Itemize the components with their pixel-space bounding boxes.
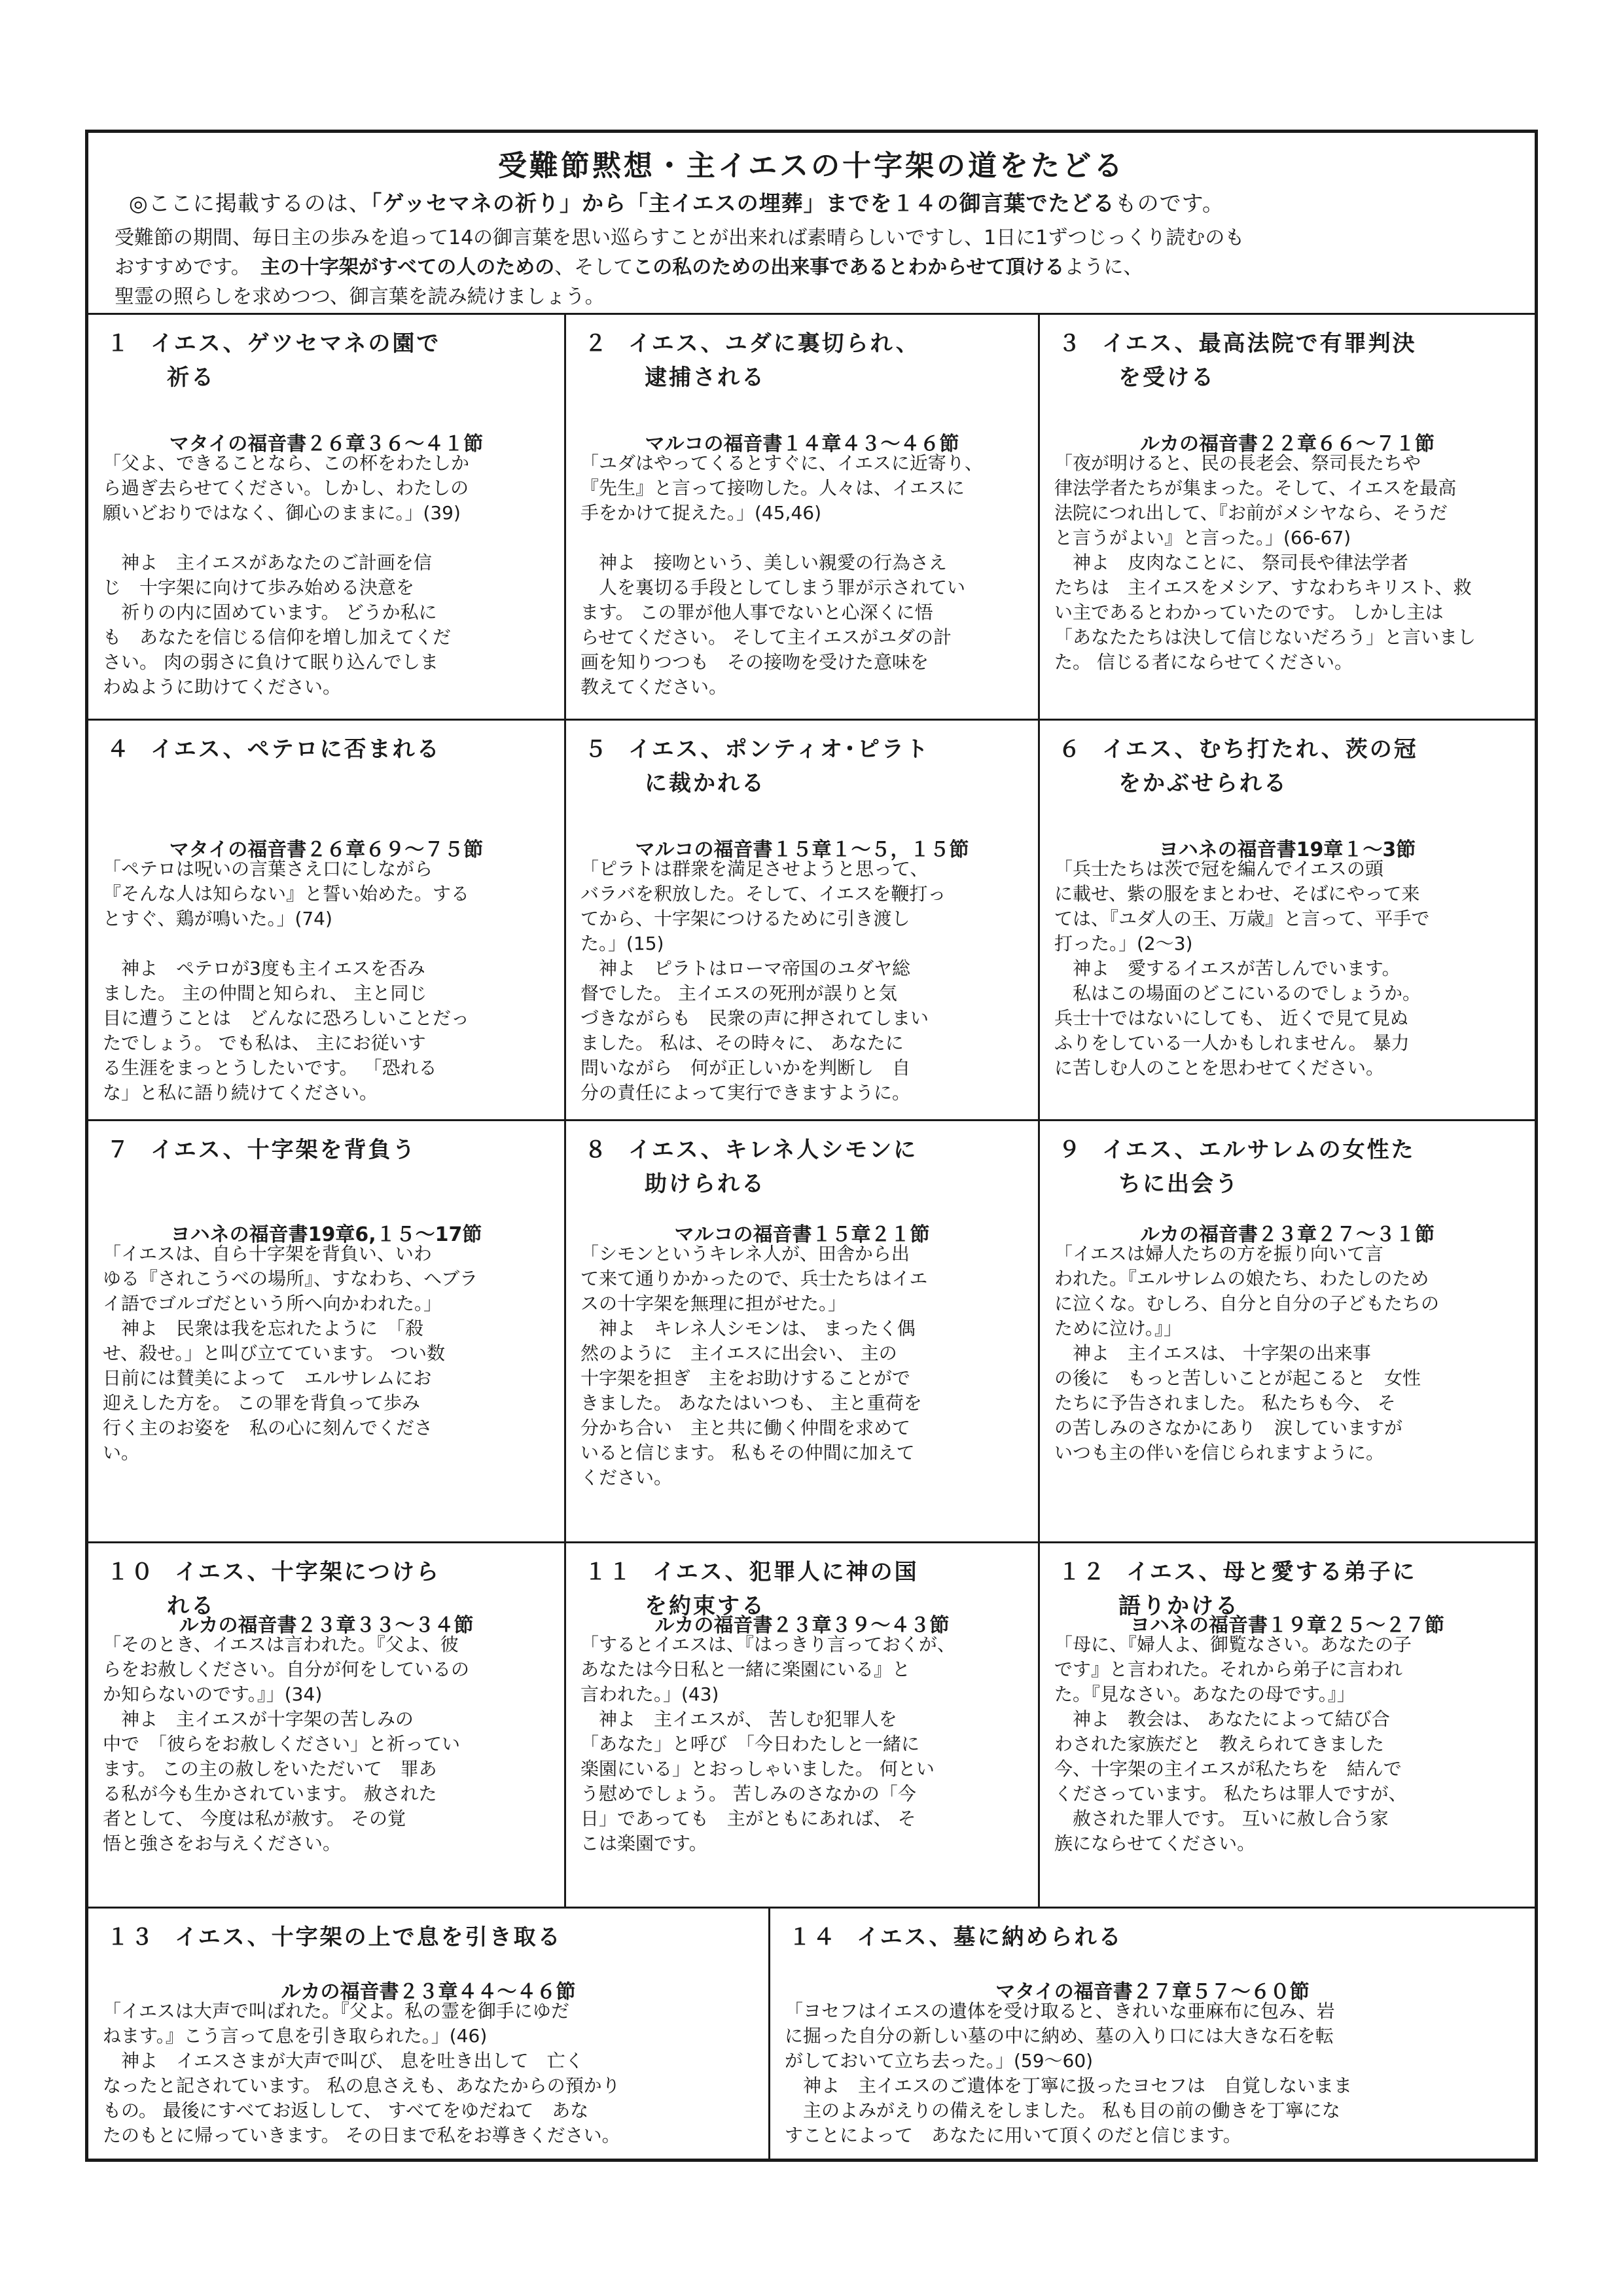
text-line: あなたは今日私と一緒に楽園にいる』と: [580, 1659, 911, 1680]
text-line: か知らないのです。』」(34): [103, 1683, 323, 1705]
station-text: [580, 857, 1029, 1105]
intro-emphasis: この私のための出来事であるとわからせて頂ける: [633, 256, 1065, 279]
station-title: イエス、十字架につけら: [175, 1559, 440, 1585]
text-line: せ、殺せ。」と叫び立てています。 つい数: [103, 1342, 445, 1364]
station-text: [1054, 1242, 1525, 1465]
text-line: 行く主のお姿を 私の心に刻んでくださ: [103, 1417, 433, 1439]
text-line: 神よ 主イエスは、 十字架の出来事: [1054, 1342, 1371, 1364]
station-title: イエス、エルサレムの女性た: [1102, 1137, 1416, 1163]
station-number: １４: [789, 1924, 837, 1950]
station-heading: [584, 327, 920, 395]
text-line: てから、十字架につけるために引き渡し: [580, 908, 910, 929]
text-line: 迎えした方を。 この罪を背負って歩み: [103, 1392, 420, 1414]
station-text: [103, 1632, 555, 1856]
station-title-cont: れる: [167, 1593, 215, 1619]
text-line: 「するとイエスは、『はっきり言っておくが、: [580, 1634, 955, 1655]
text-line: に載せ、紫の服をまとわせ、そばにやって来: [1054, 883, 1420, 905]
text-line: る私が今も生かされています。 赦された: [103, 1783, 437, 1804]
station-title: イエス、母と愛する弟子に: [1126, 1559, 1417, 1585]
text-line: に掘った自分の新しい墓の中に納め、墓の入り口には大きな石を転: [785, 2025, 1334, 2047]
station-cell: [88, 1543, 566, 1909]
text-line: [103, 931, 555, 956]
text-line: わぬように助けてください。: [103, 676, 342, 698]
text-line: 悟と強さをお与えください。: [103, 1833, 342, 1854]
station-heading: [584, 732, 930, 800]
station-heading: [1058, 327, 1417, 395]
station-text: [103, 1242, 555, 1465]
text-line: た。 信じる者にならせてください。: [1054, 651, 1353, 673]
text-line: と言うがよい』と言った。」(66-67): [1054, 527, 1351, 548]
text-line: 打った。」(2～3): [1054, 933, 1193, 954]
text-line: た。」(15): [580, 933, 664, 954]
station-number: ８: [584, 1137, 609, 1163]
station-cell: [1040, 1543, 1535, 1909]
station-cell: [88, 1121, 566, 1543]
text-line: づきながらも 民衆の声に押されてしまい: [580, 1007, 929, 1029]
station-number: ２: [584, 331, 609, 357]
text-line: に泣くな。むしろ、自分と自分の子どもたちの: [1054, 1293, 1440, 1314]
station-title-cont: 逮捕される: [645, 365, 766, 391]
station-title: イエス、十字架の上で息を引き取る: [175, 1924, 562, 1950]
scripture-reference: マルコの福音書１５章１～５，１５節: [635, 838, 969, 861]
text-line: とすぐ、鶏が鳴いた。」(74): [103, 908, 332, 929]
meditation-sheet: [85, 130, 1538, 2162]
station-title: イエス、ペテロに否まれる: [151, 736, 441, 762]
text-line: 「ピラトは群衆を満足させようと思って、: [580, 858, 929, 880]
intro-text: ◎ここに掲載するのは、: [129, 190, 371, 216]
text-line: い主であるとわかっていたのです。 しかし主は: [1054, 601, 1444, 623]
text-line: た。『見なさい。あなたの母です。』」: [1054, 1683, 1355, 1705]
text-line: 神よ ピラトはローマ帝国のユダヤ総: [580, 958, 911, 979]
text-line: じ 十字架に向けて歩み始める決意を: [103, 577, 415, 598]
station-title: イエス、むち打たれ、茨の冠: [1102, 736, 1418, 762]
text-line: 「母に、『婦人よ、御覧なさい。あなたの子: [1054, 1634, 1412, 1655]
station-text: [103, 451, 555, 700]
station-text: [103, 1999, 759, 2148]
text-line: 神よ 主イエスのご遺体を丁寧に扱ったヨセフは 自覚しないまま: [785, 2075, 1352, 2096]
station-title: イエス、最高法院で有罪判決: [1102, 331, 1417, 357]
text-line: 「そのとき、イエスは言われた。『父よ、彼: [103, 1634, 459, 1655]
text-line: 主のよみがえりの備えをしました。 私も目の前の働きを丁寧にな: [785, 2100, 1340, 2121]
station-heading: [1058, 732, 1418, 800]
text-line: 私はこの場面のどこにいるのでしょうか。: [1054, 982, 1421, 1004]
station-title: イエス、十字架を背負う: [151, 1137, 417, 1163]
text-line: バラバを釈放した。そして、イエスを鞭打っ: [580, 883, 946, 905]
station-number: １３: [107, 1924, 155, 1950]
text-line: 分の責任によって実行できますように。: [580, 1082, 911, 1103]
station-cell: [566, 1543, 1040, 1909]
text-line: 神よ ペテロが3度も主イエスを否み: [103, 958, 425, 979]
text-line: 中で 「彼らをお赦しください」と祈ってい: [103, 1733, 461, 1755]
scripture-reference: マルコの福音書１４章４３～４６節: [645, 433, 959, 456]
text-line: もの。 最後にすべてお返しして、 すべてをゆだねて あな: [103, 2100, 589, 2121]
page-title: 受難節黙想・主イエスの十字架の道をたどる: [497, 149, 1126, 183]
station-heading: [107, 327, 440, 395]
text-line: らをお赦しください。自分が何をしているの: [103, 1659, 470, 1680]
station-number: ７: [107, 1137, 131, 1163]
text-line: 法院につれ出して、『お前がメシヤなら、そうだ: [1054, 502, 1448, 524]
text-line: 手をかけて捉えた。」(45,46): [580, 502, 822, 524]
text-line: 「ペテロは呪いの言葉さえ口にしながら: [103, 858, 433, 880]
scripture-reference: ルカの福音書２３章２７～３１節: [1140, 1223, 1435, 1246]
scripture-reference: マタイの福音書２６章６９～７５節: [169, 838, 484, 861]
text-line: 族にならせてください。: [1054, 1833, 1256, 1854]
text-line: [103, 526, 555, 550]
scripture-reference: ヨハネの福音書19章6,１５～17節: [170, 1223, 482, 1246]
scripture-reference: マタイの福音書２７章５７～６０節: [995, 1981, 1310, 2003]
text-line: 楽園にいる」とおっしゃいました。 何とい: [580, 1758, 935, 1780]
text-line: がしておいて立ち去った。」(59～60): [785, 2050, 1094, 2072]
text-line: ふりをしている一人かもしれません。 暴力: [1054, 1032, 1410, 1054]
station-number: １２: [1058, 1559, 1107, 1585]
station-title: イエス、犯罪人に神の国: [652, 1559, 919, 1585]
text-line: ます。 この罪が他人事でないと心深くに悟: [580, 601, 933, 623]
text-line: 兵士十ではないにしても、 近くで見て見ぬ: [1054, 1007, 1408, 1029]
text-line: 神よ 接吻という、美しい親愛の行為さえ: [580, 552, 948, 573]
text-line: ください。: [580, 1467, 673, 1488]
intro-line-4: 聖霊の照らしを求めつつ、御言葉を読み続けましょう。: [115, 285, 605, 308]
station-heading: [1058, 1133, 1416, 1201]
scripture-reference: ヨハネの福音書１９章２５～２７節: [1130, 1614, 1444, 1637]
text-line: ました。 主の仲間と知られ、 主と同じ: [103, 982, 427, 1004]
intro-text: おすすめです。: [115, 256, 260, 279]
text-line: 人を裏切る手段としてしまう罪が示されてい: [580, 577, 966, 598]
text-line: に苦しむ人のことを思わせてください。: [1054, 1057, 1385, 1079]
text-line: なったと記されています。 私の息さえも、あなたからの預かり: [103, 2075, 620, 2096]
intro-text: 、そして: [554, 256, 633, 279]
text-line: 「イエスは大声で叫ばれた。『父よ。私の霊を御手にゆだ: [103, 2000, 569, 2022]
text-line: 「シモンというキレネ人が、田舎から出: [580, 1243, 910, 1265]
text-line: る生涯をまっとうしたいです。 「恐れる: [103, 1057, 437, 1079]
station-title: イエス、キレネ人シモンに: [628, 1137, 918, 1163]
text-line: 「あなた」と呼び 「今日わたしと一緒に: [580, 1733, 920, 1755]
header: [88, 133, 1535, 315]
station-number: １: [107, 331, 131, 357]
text-line: 「ユダはやってくるとすぐに、イエスに近寄り、: [580, 452, 983, 474]
text-line: たちに予告されました。 私たちも今、 そ: [1054, 1392, 1396, 1414]
text-line: 『先生』と言って接吻した。人々は、イエスに: [580, 477, 965, 499]
station-text: [1054, 857, 1525, 1081]
station-number: １０: [107, 1559, 155, 1585]
station-cell: [1040, 1121, 1535, 1543]
text-line: きました。 あなたはいつも、 主と重荷を: [580, 1392, 922, 1414]
station-cell: [1040, 315, 1535, 721]
station-cell: [770, 1909, 1535, 2162]
station-title-cont: を約束する: [645, 1593, 766, 1619]
text-line: わされた家族だと 教えられてきました: [1054, 1733, 1385, 1755]
station-text: [580, 1242, 1029, 1490]
text-line: 日前には賛美によって エルサレムにお: [103, 1367, 432, 1389]
text-line: らせてください。 そして主イエスがユダの計: [580, 626, 952, 648]
scripture-reference: ルカの福音書２３章４４～４６節: [281, 1981, 576, 2003]
text-line: です』と言われた。それから弟子に言われ: [1054, 1659, 1403, 1680]
text-line: 画を知りつつも その接吻を受けた意味を: [580, 651, 929, 673]
intro-line-2: 受難節の期間、毎日主の歩みを追って14の御言葉を思い巡らすことが出来れば素晴らしいですし、1日に1ずつじっくり読むのも: [115, 226, 1245, 249]
text-line: 神よ 主イエスがあなたのご計画を信: [103, 552, 432, 573]
station-heading: [789, 1920, 1123, 1954]
text-line: 今、十字架の主イエスが私たちを 結んで: [1054, 1758, 1402, 1780]
text-line: な」と私に語り続けてください。: [103, 1082, 378, 1103]
text-line: 神よ 皮肉なことに、 祭司長や律法学者: [1054, 552, 1408, 573]
station-heading: [107, 1133, 417, 1167]
text-line: も あなたを信じる信仰を増し加えてくだ: [103, 626, 452, 648]
station-number: ６: [1058, 736, 1082, 762]
intro-text: ものです。: [1115, 190, 1225, 216]
text-line: たのもとに帰っていきます。 その日まで私をお導きください。: [103, 2125, 620, 2146]
text-line: て来て通りかかったので、兵士たちはイエ: [580, 1268, 928, 1289]
text-line: 十字架を担ぎ 主をお助けすることがで: [580, 1367, 911, 1389]
station-title-cont: ちに出会う: [1118, 1171, 1240, 1197]
text-line: 「イエスは婦人たちの方を振り向いて言: [1054, 1243, 1383, 1265]
station-text: [1054, 451, 1525, 675]
station-number: ９: [1058, 1137, 1082, 1163]
text-line: 神よ キレネ人シモンは、 まったく偶: [580, 1318, 916, 1339]
station-title-cont: 祈る: [167, 365, 215, 391]
station-text: [580, 451, 1029, 700]
station-title: イエス、ユダに裏切られ、: [628, 331, 920, 357]
text-line: い。: [103, 1442, 140, 1463]
text-line: ました。 私は、その時々に、 あなたに: [580, 1032, 904, 1054]
scripture-reference: ルカの福音書２３章３３～３４節: [179, 1614, 474, 1637]
station-heading: [107, 732, 441, 766]
text-line: たでしょう。 でも私は、 主にお従いす: [103, 1032, 426, 1054]
station-text: [1054, 1632, 1525, 1856]
station-title: イエス、ポンティオ･ピラト: [628, 736, 930, 762]
text-line: イ語でゴルゴだという所へ向かわれた。」: [103, 1293, 442, 1314]
text-line: 神よ 主イエスが、 苦しむ犯罪人を: [580, 1708, 897, 1730]
text-line: 然のように 主イエスに出会い、 主の: [580, 1342, 897, 1364]
text-line: いつも主の伴いを信じられますように。: [1054, 1442, 1385, 1463]
text-line: ゆる『されこうべの場所』、すなわち、ヘブラ: [103, 1268, 478, 1289]
text-line: 「兵士たちは茨で冠を編んでイエスの頭: [1054, 858, 1383, 880]
text-line: 律法学者たちが集まった。そして、イエスを最高: [1054, 477, 1457, 499]
text-line: 神よ 愛するイエスが苦しんでいます。: [1054, 958, 1400, 979]
station-number: ３: [1058, 331, 1082, 357]
station-cell: [1040, 721, 1535, 1121]
station-number: ５: [584, 736, 609, 762]
text-line: 「父よ、できることなら、この杯をわたしか: [103, 452, 470, 474]
text-line: 神よ イエスさまが大声で叫び、 息を吐き出して 亡く: [103, 2050, 584, 2072]
station-text: [580, 1632, 1029, 1856]
intro-emphasis: 「ゲッセマネの祈り」から「主イエスの埋葬」までを１４の御言葉でたどる: [370, 190, 1115, 216]
scripture-reference: マタイの福音書２６章３６～４１節: [169, 433, 484, 456]
text-line: 督でした。 主イエスの死刑が誤りと気: [580, 982, 897, 1004]
text-line: 目に遭うことは どんなに恐ろしいことだっ: [103, 1007, 470, 1029]
scripture-reference: マルコの福音書１５章２１節: [674, 1223, 930, 1246]
text-line: [580, 526, 1029, 550]
scripture-reference: ルカの福音書２２章６６～７１節: [1140, 433, 1435, 456]
station-number: ４: [107, 736, 131, 762]
intro-line-1: [129, 187, 1224, 217]
station-title-cont: 語りかける: [1118, 1593, 1240, 1619]
station-heading: [584, 1133, 918, 1201]
text-line: ては、『ユダ人の王、万歳』と言って、平手で: [1054, 908, 1430, 929]
text-line: ねます。』こう言って息を引き取られた。」(46): [103, 2025, 488, 2047]
station-heading: [107, 1920, 562, 1954]
text-line: 日」であっても 主がともにあれば、 そ: [580, 1808, 916, 1829]
text-line: 教えてください。: [580, 676, 728, 698]
text-line: スの十字架を無理に担がせた。」: [580, 1293, 847, 1314]
text-line: こは楽園です。: [580, 1833, 707, 1854]
text-line: すことによって あなたに用いて頂くのだと信じます。: [785, 2125, 1241, 2146]
text-line: ます。 この主の赦しをいただいて 罪あ: [103, 1758, 437, 1780]
station-cell: [566, 1121, 1040, 1543]
station-cell: [88, 1909, 770, 2162]
scripture-reference: ヨハネの福音書19章１～3節: [1158, 838, 1416, 861]
text-line: くださっています。 私たちは罪人ですが、: [1054, 1783, 1407, 1804]
text-line: ら過ぎ去らせてください。しかし、わたしの: [103, 477, 469, 499]
station-title: イエス、墓に納められる: [857, 1924, 1123, 1950]
station-cell: [88, 315, 566, 721]
station-text: [785, 1999, 1525, 2148]
text-line: われた。『エルサレムの娘たち、わたしのため: [1054, 1268, 1429, 1289]
text-line: 願いどおりではなく、御心のままに。」(39): [103, 502, 461, 524]
text-line: ために泣け。』」: [1054, 1318, 1182, 1339]
text-line: 言われた。」(43): [580, 1683, 719, 1705]
station-title-cont: を受ける: [1118, 365, 1215, 391]
text-line: 者として、 今度は私が赦す。 その覚: [103, 1808, 406, 1829]
text-line: 神よ 民衆は我を忘れたように 「殺: [103, 1318, 424, 1339]
text-line: たちは 主イエスをメシア、すなわちキリスト、救: [1054, 577, 1472, 598]
station-title: イエス、ゲツセマネの園で: [151, 331, 441, 357]
station-title-cont: に裁かれる: [645, 770, 766, 797]
text-line: 神よ 主イエスが十字架の苦しみの: [103, 1708, 414, 1730]
text-line: 「夜が明けると、民の長老会、祭司長たちや: [1054, 452, 1421, 474]
text-line: いると信じます。 私もその仲間に加えて: [580, 1442, 915, 1463]
text-line: 『そんな人は知らない』と誓い始めた。する: [103, 883, 470, 905]
scripture-reference: ルカの福音書２３章３９～４３節: [654, 1614, 950, 1637]
text-line: 分かち合い 主と共に働く仲間を求めて: [580, 1417, 911, 1439]
station-text: [103, 857, 555, 1105]
text-line: の苦しみのさなかにあり 涙していますが: [1054, 1417, 1403, 1439]
text-line: 問いながら 何が正しいかを判断し 自: [580, 1057, 911, 1079]
text-line: 「あなたたちは決して信じないだろう」と言いまし: [1054, 626, 1476, 648]
station-number: １１: [584, 1559, 633, 1585]
text-line: 「ヨセフはイエスの遺体を受け取ると、きれいな亜麻布に包み、岩: [785, 2000, 1335, 2022]
intro-line-3: [115, 251, 1143, 279]
station-cell: [566, 315, 1040, 721]
text-line: 「イエスは、自ら十字架を背負い、いわ: [103, 1243, 432, 1265]
station-title-cont: 助けられる: [645, 1171, 766, 1197]
station-title-cont: をかぶせられる: [1118, 770, 1288, 797]
intro-emphasis: 主の十字架がすべての人のための: [260, 256, 555, 279]
text-line: 神よ 教会は、 あなたによって結び合: [1054, 1708, 1390, 1730]
station-cell: [88, 721, 566, 1121]
text-line: 祈りの内に固めています。 どうか私に: [103, 601, 437, 623]
text-line: の後に もっと苦しいことが起こると 女性: [1054, 1367, 1421, 1389]
text-line: 赦された罪人です。 互いに赦し合う家: [1054, 1808, 1389, 1829]
text-line: さい。 肉の弱さに負けて眠り込んでしま: [103, 651, 438, 673]
station-cell: [566, 721, 1040, 1121]
intro-text: ように、: [1064, 256, 1143, 279]
text-line: う慰めでしょう。 苦しみのさなかの「今: [580, 1783, 916, 1804]
